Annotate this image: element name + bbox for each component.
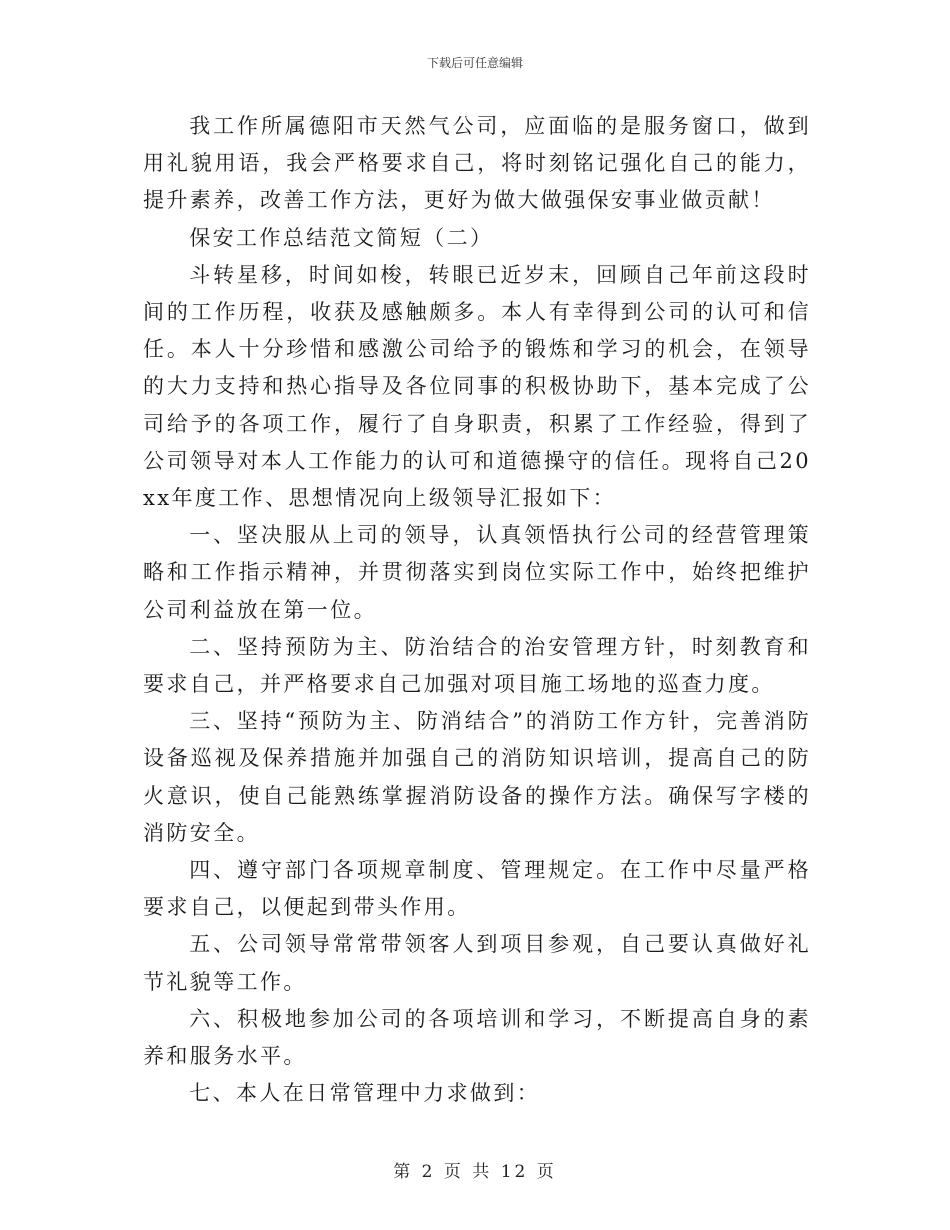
list-item-3: 三、坚持“预防为主、防消结合”的消防工作方针，完善消防设备巡视及保养措施并加强自己的消防知识培训，提高自己的防火意识，使自己能熟练掌握消防设备的操作方法。确保写字楼的消防安全。: [143, 709, 811, 845]
header-note: 下载后可任意编辑: [426, 56, 523, 70]
paragraph-intro: 我工作所属德阳市天然气公司，应面临的是服务窗口，做到用礼貌用语，我会严格要求自己，将时刻铭记强化自己的能力，提升素养，改善工作方法，更好为做大做强保安事业做贡献！: [143, 114, 811, 213]
list-item-1: 一、坚决服从上司的领导，认真领悟执行公司的经营管理策略和工作指示精神，并贯彻落实到岗位实际工作中，始终把维护公司利益放在第一位。: [143, 523, 811, 622]
document-body: [143, 108, 811, 1112]
paragraph-summary: 斗转星移，时间如梭，转眼已近岁末，回顾自己年前这段时间的工作历程，收获及感触颇多。本人有幸得到公司的认可和信任。本人十分珍惜和感激公司给予的锻炼和学习的机会，在领导的大力支持和热心指导及各位同事的积极协助下，基本完成了公司给予的各项工作，履行了自身职责，积累了工作经验，得到了公司领导对本人工作能力的认可和道德操守的信任。现将自己20xx年度工作、思想情况向上级领导汇报如下：: [143, 262, 811, 511]
list-item-7: 七、本人在日常管理中力求做到：: [189, 1081, 541, 1106]
page-number-footer: 第 2 页 共 12 页: [393, 1162, 557, 1182]
section-heading: 保安工作总结范文简短（二）: [189, 225, 494, 250]
list-item-2: 二、坚持预防为主、防治结合的治安管理方针，时刻教育和要求自己，并严格要求自己加强对项目施工场地的巡查力度。: [143, 634, 811, 697]
list-item-4: 四、遵守部门各项规章制度、管理规定。在工作中尽量严格要求自己，以便起到带头作用。: [143, 858, 811, 920]
list-item-5: 五、公司领导常常带领客人到项目参观，自己要认真做好礼节礼貌等工作。: [143, 932, 811, 994]
list-item-6: 六、积极地参加公司的各项培训和学习，不断提高自身的素养和服务水平。: [143, 1006, 811, 1069]
